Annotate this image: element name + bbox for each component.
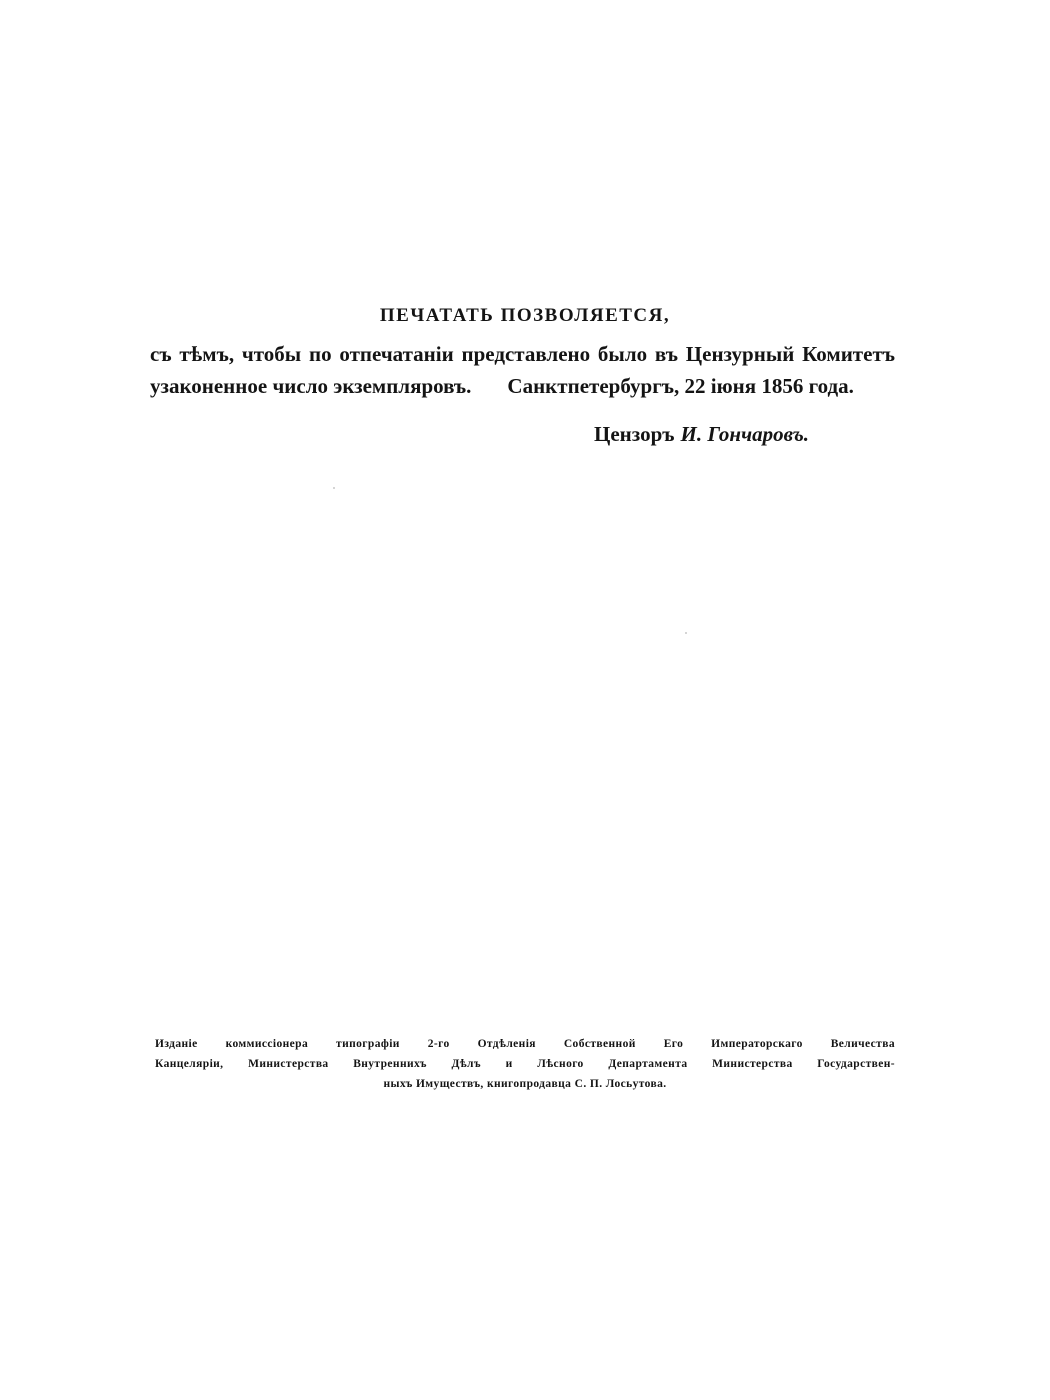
scan-speck: [685, 632, 687, 634]
approval-text-line-1: съ тѣмъ, чтобы по отпечатаніи представлено было въ Цензурный Комитетъ: [150, 342, 895, 366]
publisher-imprint: [155, 1034, 895, 1094]
scan-speck: [333, 487, 335, 489]
approval-heading: ПЕЧАТАТЬ ПОЗВОЛЯЕТСЯ,: [379, 305, 671, 326]
imprint-line-1: Изданіе коммиссіонера типографіи 2-го Отдѣленія Собственной Его Императорскаго Величества: [155, 1038, 895, 1050]
censor-title: Цензоръ: [594, 422, 675, 446]
censor-name: И. Гончаровъ.: [680, 422, 810, 446]
imprint-line-3: ныхъ Имуществъ, книгопродавца С. П. Лосьутова.: [383, 1078, 667, 1090]
approval-copies-text: узаконенное число экземпляровъ.: [150, 374, 472, 398]
imprint-line-2: Канцеляріи, Министерства Внутреннихъ Дѣлъ и Лѣсного Департамента Министерства Государствен-: [155, 1058, 895, 1070]
approval-text-line-2: [150, 374, 895, 399]
approval-place-date: Санктпетербургъ, 22 іюня 1856 года.: [507, 374, 854, 398]
censor-signature-line: [594, 422, 809, 447]
